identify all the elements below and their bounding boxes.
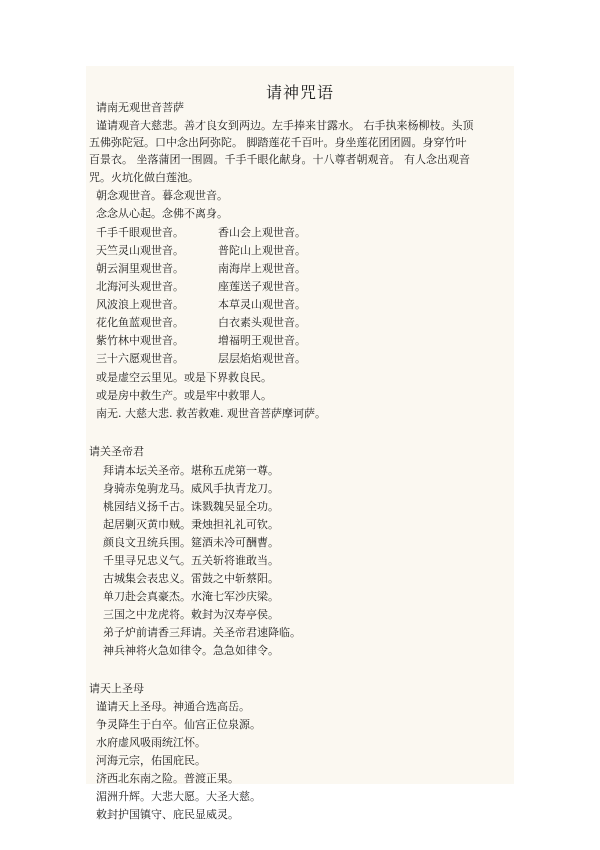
verse-line: 古城集会表忠义。雷鼓之中斩蔡阳。: [103, 572, 279, 585]
verse-pair: [96, 297, 306, 312]
verse-pair: [96, 243, 306, 258]
section-heading-mazu: 请天上圣母: [89, 682, 144, 695]
verse-line: 南无. 大慈大悲. 救苦救难. 观世音菩萨摩诃萨。: [96, 407, 326, 420]
verse-line: 湄洲升辉。大悲大愿。大圣大慈。: [96, 790, 261, 803]
verse-line: 或是虚空云里见。或是下界救良民。: [96, 371, 272, 384]
verse-left: 风波浪上观世音。: [96, 298, 184, 311]
verse-left: 北海河头观世音。: [96, 280, 184, 293]
document-title: 请神咒语: [265, 83, 334, 102]
verse-left: 朝云洞里观世音。: [96, 262, 184, 275]
verse-line: 敕封护国镇守、庇民显威灵。: [96, 808, 239, 821]
section-heading-guandi: 请关圣帝君: [89, 445, 144, 458]
verse-left: 三十六愿观世音。: [96, 352, 184, 365]
verse-line: 争灵降生于白卒。仙宫正位泉源。: [96, 718, 261, 731]
verse-line: 念念从心起。念佛不离身。: [96, 207, 228, 220]
verse-right: 增福明王观世音。: [218, 334, 306, 347]
verse-line: 朝念观世音。暮念观世音。: [96, 189, 228, 202]
verse-line: 起居剿灭黄巾贼。秉烛担礼礼可钦。: [103, 518, 279, 531]
verse-left: 天竺灵山观世音。: [96, 244, 184, 257]
verse-line: 或是房中救生产。或是牢中救罪人。: [96, 389, 272, 402]
verse-pair: [96, 315, 306, 330]
verse-pair: [96, 261, 306, 276]
verse-line: 千里寻兄忠义气。五关斩将谁敢当。: [103, 554, 279, 567]
paragraph-line: 咒。火坑化做白莲池。: [89, 171, 199, 184]
verse-line: 单刀赴会真豪杰。水淹七军沙庆梁。: [103, 590, 279, 603]
verse-line: 三国之中龙虎将。敕封为汉寿亭侯。: [103, 608, 279, 621]
verse-pair: [96, 333, 306, 348]
verse-line: 拜请本坛关圣帝。堪称五虎第一尊。: [103, 464, 279, 477]
paragraph-line: 百景衣。 坐落蒲团一围圆。千手千眼化献身。十八尊者朝观音。 有人念出观音: [89, 153, 470, 166]
verse-right: 本草灵山观世音。: [218, 298, 306, 311]
verse-pair: [96, 351, 306, 366]
document-page: [86, 66, 514, 821]
verse-line: 桃园结义扬千古。诛戮魏吴显全功。: [103, 500, 279, 513]
verse-right: 香山会上观世音。: [218, 226, 306, 239]
verse-left: 千手千眼观世音。: [96, 226, 184, 239]
verse-line: 谨请天上圣母。神通合选高岳。: [96, 700, 250, 713]
paragraph-line: 谨请观音大慈悲。善才良女到两边。左手捧来甘露水。 右手执来杨柳枝。头顶: [96, 119, 474, 132]
verse-line: 济西北东南之险。普渡正果。: [96, 772, 239, 785]
verse-right: 座莲送子观世音。: [218, 280, 306, 293]
verse-line: 弟子炉前请香三拜请。关圣帝君速降临。: [103, 626, 301, 639]
verse-left: 紫竹林中观世音。: [96, 334, 184, 347]
verse-right: 南海岸上观世音。: [218, 262, 306, 275]
verse-left: 花化鱼蓝观世音。: [96, 316, 184, 329]
verse-right: 层层焰焰观世音。: [218, 352, 306, 365]
verse-pair: [96, 279, 306, 294]
verse-line: 河海元宗，佑国庇民。: [96, 754, 206, 767]
verse-right: 普陀山上观世音。: [218, 244, 306, 257]
section-heading-guanyin: 请南无观世音菩萨: [96, 101, 184, 114]
verse-right: 白衣素头观世音。: [218, 316, 306, 329]
verse-pair: [96, 225, 306, 240]
paragraph-line: 五佛弥陀冠。口中念出阿弥陀。 脚踏莲花千百叶。身坐莲花团团圆。身穿竹叶: [89, 136, 467, 149]
verse-line: 身骑赤兔驹龙马。威风手执青龙刀。: [103, 482, 279, 495]
verse-line: 颜良文丑统兵围。筵酒未冷可酬曹。: [103, 536, 279, 549]
verse-line: 神兵神将火急如律令。急急如律令。: [103, 644, 279, 657]
verse-line: 水府虚风吸雨统江怀。: [96, 736, 206, 749]
